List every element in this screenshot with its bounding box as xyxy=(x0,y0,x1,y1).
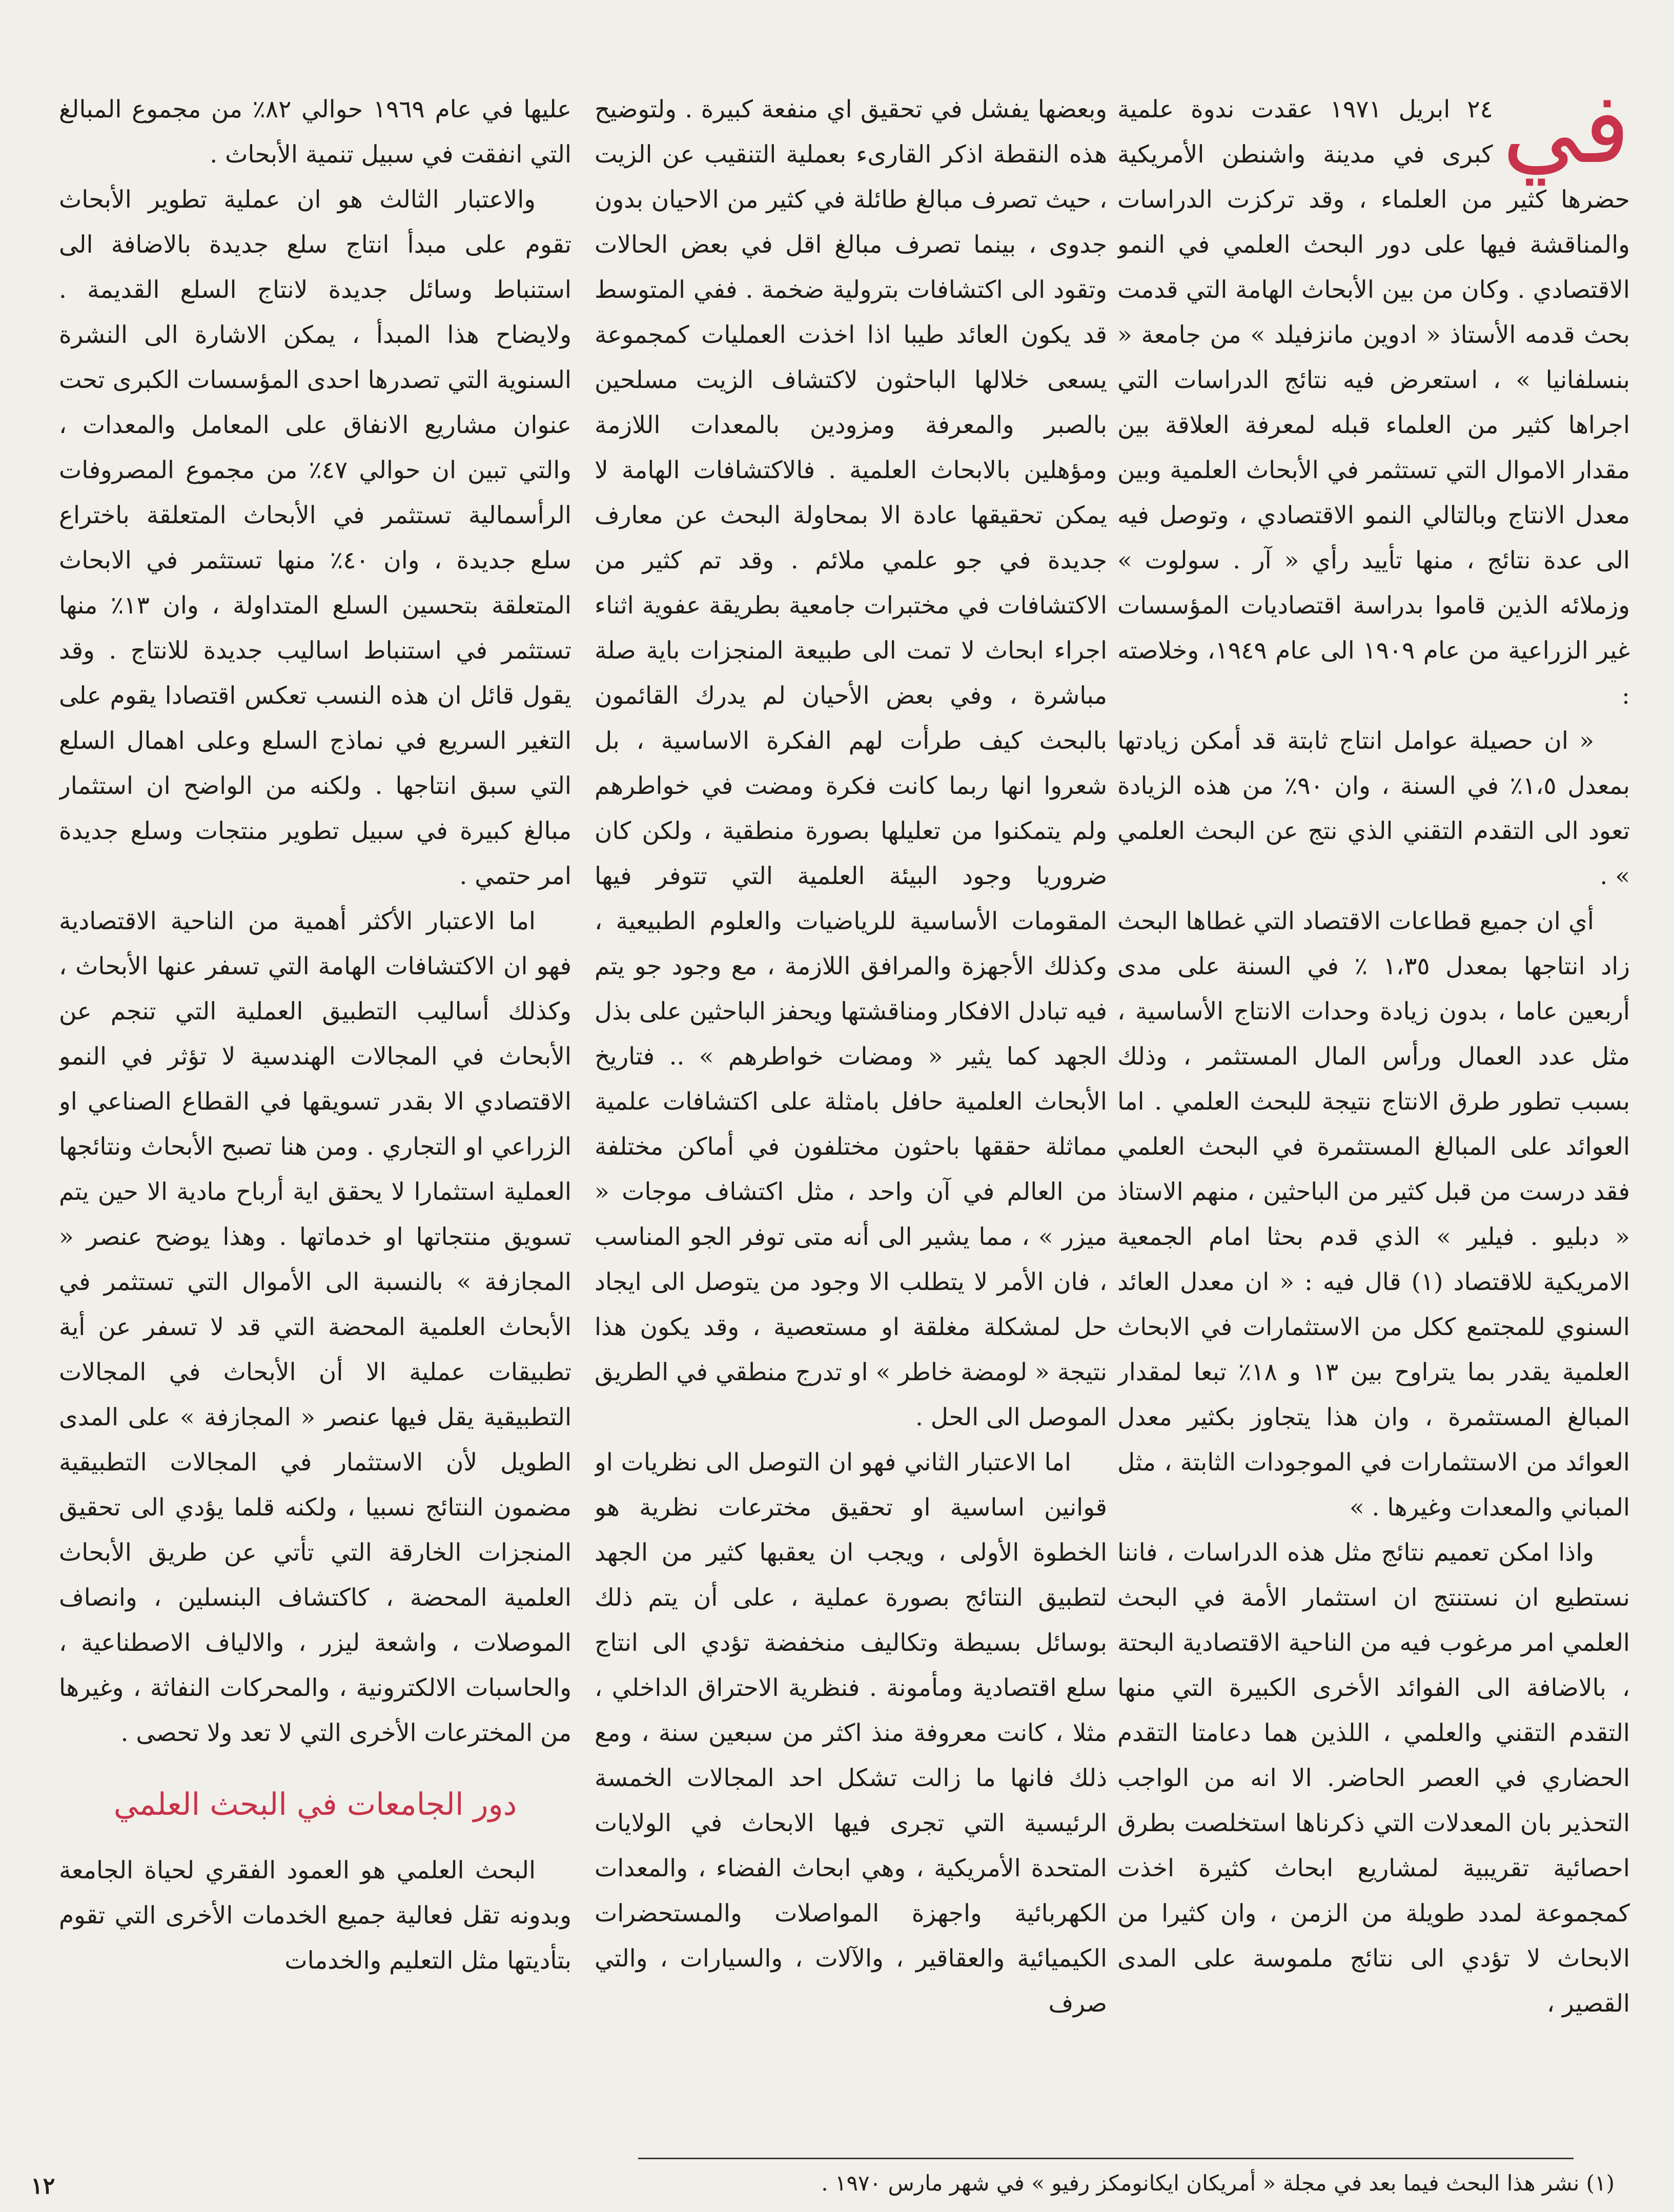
paragraph: « ان حصيلة عوامل انتاج ثابتة قد أمكن زيادتها بمعدل ١،٥٪ في السنة ، وان ٩٠٪ من هذه الزيادة تعود الى التقدم التقني الذي نتج عن البحث العلمي » . xyxy=(1117,727,1630,890)
footnote-divider xyxy=(638,2158,1574,2159)
paragraph: عليها في عام ١٩٦٩ حوالي ٨٢٪ من مجموع المبالغ التي انفقت في سبيل تنمية الأبحاث . xyxy=(59,95,571,169)
drop-cap: في xyxy=(1502,87,1630,185)
paragraph: أي ان جميع قطاعات الاقتصاد التي غطاها البحث زاد انتاجها بمعدل ١،٣٥ ٪ في السنة على مدى أربعين عاما ، بدون زيادة وحدات الانتاج الأساسية ، مثل عدد العمال ورأس المال المستثمر ، وذلك بسبب تطور طرق الانتاج نتيجة للبحث العلمي . اما العوائد على المبالغ المستثمرة في البحث العلمي فقد درست من قبل كثير من الباحثين ، منهم الاستاذ « دبليو . فيلير » الذي قدم بحثا امام الجمعية الامريكية للاقتصاد (١) قال فيه : « ان معدل العائد السنوي للمجتمع ككل من الاستثمارات في الابحاث العلمية يقدر بما يتراوح بين ١٣ و ١٨٪ تبعا لمقدار المبالغ المستثمرة ، وان هذا يتجاوز بكثير معدل العوائد من الاستثمارات في الموجودات الثابتة ، مثل المباني والمعدات وغيرها . » xyxy=(1117,907,1630,1522)
page-number: ١٢ xyxy=(31,2173,55,2199)
paragraph: والاعتبار الثالث هو ان عملية تطوير الأبحاث تقوم على مبدأ انتاج سلع جديدة بالاضافة الى استنباط وسائل جديدة لانتاج السلع القديمة . ولايضاح هذا المبدأ ، يمكن الاشارة الى النشرة السنوية التي تصدرها احدى المؤسسات الكبرى تحت عنوان مشاريع الانفاق على المعامل والمعدات ، والتي تبين ان حوالي ٤٧٪ من مجموع المصروفات الرأسمالية تستثمر في الأبحاث المتعلقة باختراع سلع جديدة ، وان ٤٠٪ منها تستثمر في الابحاث المتعلقة بتحسين السلع المتداولة ، وان ١٣٪ منها تستثمر في استنباط اساليب جديدة للانتاج . وقد يقول قائل ان هذه النسب تعكس اقتصادا يقوم على التغير السريع في نماذج السلع وعلى اهمال السلع التي سبق انتاجها . ولكنه من الواضح ان استثمار مبالغ كبيرة في سبيل تطوير منتجات وسلع جديدة امر حتمي . xyxy=(59,186,571,890)
column-left xyxy=(59,87,571,2086)
paragraph: اما الاعتبار الأكثر أهمية من الناحية الاقتصادية فهو ان الاكتشافات الهامة التي تسفر عنها الأبحاث ، وكذلك أساليب التطبيق العملية التي تنجم عن الأبحاث في المجالات الهندسية لا تؤثر في النمو الاقتصادي الا بقدر تسويقها في القطاع الصناعي او الزراعي او التجاري . ومن هنا تصبح الأبحاث ونتائجها العملية استثمارا لا يحقق اية أرباح مادية الا حين يتم تسويق منتجاتها او خدماتها . وهذا يوضح عنصر « المجازفة » بالنسبة الى الأموال التي تستثمر في الأبحاث العلمية المحضة التي قد لا تسفر عن أية تطبيقات عملية الا أن الأبحاث في المجالات التطبيقية يقل فيها عنصر « المجازفة » على المدى الطويل لأن الاستثمار في المجالات التطبيقية مضمون النتائج نسبيا ، ولكنه قلما يؤدي الى تحقيق المنجزات الخارقة التي تأتي عن طريق الأبحاث العلمية المحضة ، كاكتشاف البنسلين ، وانصاف الموصلات ، واشعة ليزر ، والالياف الاصطناعية ، والحاسبات الالكترونية ، والمحركات النفاثة ، وغيرها من المخترعات الأخرى التي لا تعد ولا تحصى . xyxy=(59,907,571,1747)
paragraph: اما الاعتبار الثاني فهو ان التوصل الى نظريات او قوانين اساسية او تحقيق مخترعات نظرية هو الخطوة الأولى ، ويجب ان يعقبها كثير من الجهد لتطبيق النتائج بصورة عملية ، على أن يتم ذلك بوسائل بسيطة وتكاليف منخفضة تؤدي الى انتاج سلع اقتصادية ومأمونة . فنظرية الاحتراق الداخلي ، مثلا ، كانت معروفة منذ اكثر من سبعين سنة ، ومع ذلك فانها ما زالت تشكل احد المجالات الخمسة الرئيسية التي تجرى فيها الابحاث في الولايات المتحدة الأمريكية ، وهي ابحاث الفضاء ، والمعدات الكهربائية واجهزة المواصلات والمستحضرات الكيميائية والعقاقير ، والآلات ، والسيارات ، والتي صرف xyxy=(595,1448,1107,2018)
paragraph: واذا امكن تعميم نتائج مثل هذه الدراسات ، فاننا نستطيع ان نستنتج ان استثمار الأمة في البحث العلمي امر مرغوب فيه من الناحية الاقتصادية البحتة ، بالاضافة الى الفوائد الأخرى الكبيرة التي منها التقدم التقني والعلمي ، اللذين هما دعامتا التقدم الحضاري في العصر الحاضر. الا انه من الواجب التحذير بان المعدلات التي ذكرناها استخلصت بطرق احصائية تقريبية لمشاريع ابحاث كثيرة اخذت كمجموعة لمدد طويلة من الزمن ، وان كثيرا من الابحاث لا تؤدي الى نتائج ملموسة على المدى القصير ، xyxy=(1117,1539,1630,2018)
column-middle xyxy=(595,87,1107,2086)
paragraph: البحث العلمي هو العمود الفقري لحياة الجامعة وبدونه تقل فعالية جميع الخدمات الأخرى التي تقوم بتأديتها مثل التعليم والخدمات xyxy=(59,1856,571,1975)
footnote: (١) نشر هذا البحث فيما بعد في مجلة « أمريكان ايكانومكز رفيو » في شهر مارس ١٩٧٠ . xyxy=(821,2170,1615,2196)
section-heading: دور الجامعات في البحث العلمي xyxy=(113,1787,517,1822)
paragraph: وبعضها يفشل في تحقيق اي منفعة كبيرة . ولتوضيح هذه النقطة اذكر القارىء بعملية التنقيب عن الزيت ، حيث تصرف مبالغ طائلة في كثير من الاحيان بدون جدوى ، بينما تصرف مبالغ اقل في بعض الحالات وتقود الى اكتشافات بترولية ضخمة . ففي المتوسط قد يكون العائد طيبا اذا اخذت العمليات كمجموعة يسعى خلالها الباحثون لاكتشاف الزيت مسلحين بالصبر والمعرفة ومزودين بالمعدات اللازمة ومؤهلين بالابحاث العلمية . فالاكتشافات الهامة لا يمكن تحقيقها عادة الا بمحاولة البحث عن معارف جديدة في جو علمي ملائم . وقد تم كثير من الاكتشافات في مختبرات جامعية بطريقة عفوية اثناء اجراء ابحاث لا تمت الى طبيعة المنجزات باية صلة مباشرة ، وفي بعض الأحيان لم يدرك القائمون بالبحث كيف طرأت لهم الفكرة الاساسية ، بل شعروا انها ربما كانت فكرة ومضت في خواطرهم ولم يتمكنوا من تعليلها بصورة منطقية ، ولكن كان ضروريا وجود البيئة العلمية التي تتوفر فيها المقومات الأساسية للرياضيات والعلوم الطبيعية ، وكذلك الأجهزة والمرافق اللازمة ، مع وجود جو يتم فيه تبادل الافكار ومناقشتها ويحفز الباحثين على بذل الجهد كما يثير « ومضات خواطرهم » .. فتاريخ الأبحاث العلمية حافل بامثلة على اكتشافات علمية مماثلة حققها باحثون مختلفون في أماكن مختلفة من العالم في آن واحد ، مثل اكتشاف موجات « ميزر » ، مما يشير الى أنه متى توفر الجو المناسب ، فان الأمر لا يتطلب الا وجود من يتوصل الى ايجاد حل لمشكلة مغلقة او مستعصية ، وقد يكون هذا نتيجة « لومضة خاطر » او تدرج منطقي في الطريق الموصل الى الحل . xyxy=(595,95,1107,1431)
paragraph: في ٢٤ ابريل ١٩٧١ عقدت ندوة علمية كبرى في مدينة واشنطن الأمريكية حضرها كثير من العلماء ، وقد تركزت الدراسات والمناقشة فيها على دور البحث العلمي في النمو الاقتصادي . وكان من بين الأبحاث الهامة التي قدمت بحث قدمه الأستاذ « ادوين مانزفيلد » من جامعة « بنسلفانيا » ، استعرض فيه نتائج الدراسات التي اجراها كثير من العلماء قبله لمعرفة العلاقة بين مقدار الاموال التي تستثمر في الأبحاث العلمية وبين معدل الانتاج وبالتالي النمو الاقتصادي ، وتوصل فيه الى عدة نتائج ، منها تأييد رأي « آر . سولوت » وزملائه الذين قاموا بدراسة اقتصاديات المؤسسات غير الزراعية من عام ١٩٠٩ الى عام ١٩٤٩، وخلاصته : xyxy=(1117,87,1630,710)
column-right xyxy=(1117,87,1630,2086)
